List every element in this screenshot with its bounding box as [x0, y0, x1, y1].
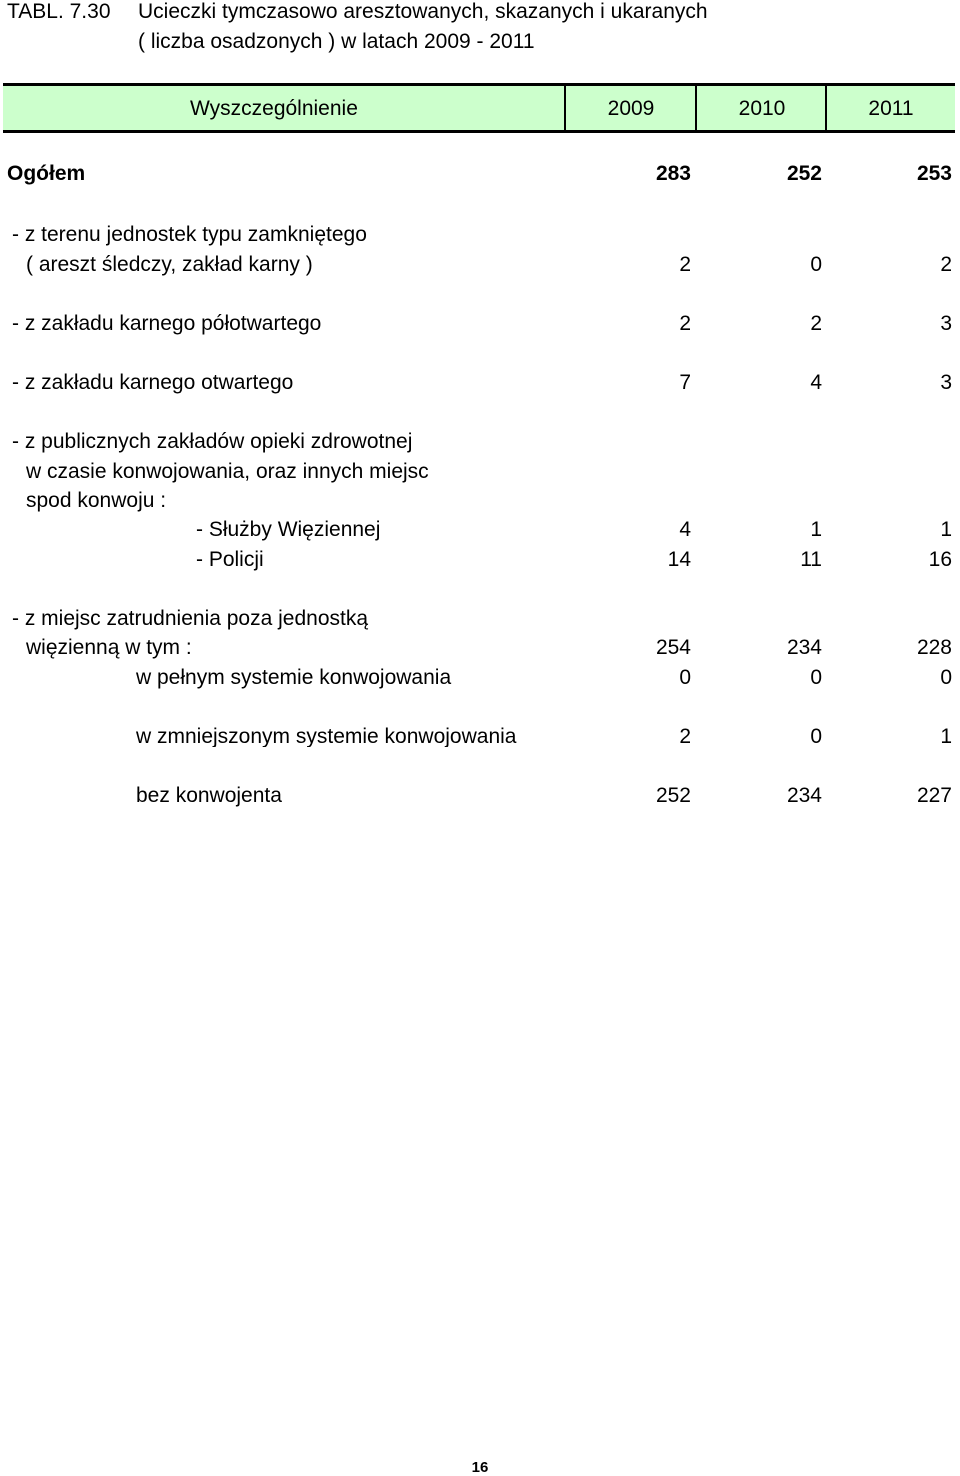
row-label-publiczne-3: spod konwoju :	[26, 489, 167, 512]
row-label-zamkniety-1: - z terenu jednostek typu zamkniętego	[12, 223, 367, 246]
cell-zamkniety-2010: 0	[810, 253, 822, 276]
cell-bez-2009: 252	[655, 784, 691, 807]
row-label-zamkniety-2: ( areszt śledczy, zakład karny )	[26, 253, 313, 276]
cell-pelny-2011: 0	[940, 666, 952, 689]
page-number: 16	[471, 1459, 489, 1476]
row-label-polotwarty: - z zakładu karnego półotwartego	[12, 312, 322, 335]
row-label-pelny: w pełnym systemie konwojowania	[136, 666, 452, 689]
cell-otwarty-2009: 7	[679, 371, 691, 394]
row-label-sluzby: - Służby Więziennej	[196, 518, 381, 541]
cell-pelny-2010: 0	[810, 666, 822, 689]
cell-otwarty-2011: 3	[940, 371, 952, 394]
row-label-zatrudnienie-2: więzienną w tym :	[26, 636, 192, 659]
header-year-2011: 2011	[868, 97, 914, 120]
table-title: Ucieczki tymczasowo aresztowanych, skazanych i ukaranych	[138, 0, 708, 23]
cell-polotwarty-2010: 2	[810, 312, 822, 335]
row-label-zmniejszony: w zmniejszonym systemie konwojowania	[136, 726, 517, 747]
cell-ogolem-2011: 253	[916, 162, 952, 185]
cell-zamkniety-2009: 2	[679, 253, 691, 276]
header-label: Wyszczególnienie	[190, 97, 358, 120]
cell-zmniejszony-2010: 0	[810, 725, 822, 748]
cell-policji-2011: 16	[928, 548, 952, 571]
header-year-2010: 2010	[738, 97, 786, 120]
cell-pelny-2009: 0	[679, 666, 691, 689]
cell-bez-2010: 234	[786, 784, 822, 807]
cell-ogolem-2010: 252	[786, 162, 822, 185]
cell-zamkniety-2011: 2	[940, 253, 952, 276]
cell-zatrudnienie-2009: 254	[655, 636, 691, 659]
row-label-policji: - Policji	[196, 548, 264, 571]
cell-zmniejszony-2009: 2	[679, 725, 691, 748]
cell-zmniejszony-2011: 1	[940, 725, 952, 748]
cell-sluzby-2011: 1	[940, 518, 952, 541]
row-label-zatrudnienie-1: - z miejsc zatrudnienia poza jednostką	[12, 607, 369, 630]
cell-zatrudnienie-2011: 228	[916, 636, 952, 659]
row-label-publiczne-1: - z publicznych zakładów opieki zdrowotnej	[12, 430, 413, 453]
cell-bez-2011: 227	[916, 784, 952, 807]
row-label-bez: bez konwojenta	[136, 784, 282, 807]
cell-sluzby-2009: 4	[679, 518, 691, 541]
row-label-otwarty: - z zakładu karnego otwartego	[12, 371, 294, 394]
row-label-ogolem: Ogółem	[7, 162, 86, 185]
table-number: TABL. 7.30	[7, 0, 111, 23]
cell-ogolem-2009: 283	[655, 162, 691, 185]
header-year-2009: 2009	[607, 97, 655, 120]
row-label-publiczne-2: w czasie konwojowania, oraz innych miejsc	[26, 460, 429, 483]
cell-polotwarty-2011: 3	[940, 312, 952, 335]
table-subtitle: ( liczba osadzonych ) w latach 2009 - 2011	[138, 30, 535, 53]
cell-policji-2010: 11	[800, 548, 822, 571]
cell-sluzby-2010: 1	[810, 518, 822, 541]
cell-zatrudnienie-2010: 234	[786, 636, 822, 659]
cell-polotwarty-2009: 2	[679, 312, 691, 335]
table-header	[3, 83, 955, 133]
cell-policji-2009: 14	[667, 548, 691, 571]
cell-otwarty-2010: 4	[810, 371, 822, 394]
